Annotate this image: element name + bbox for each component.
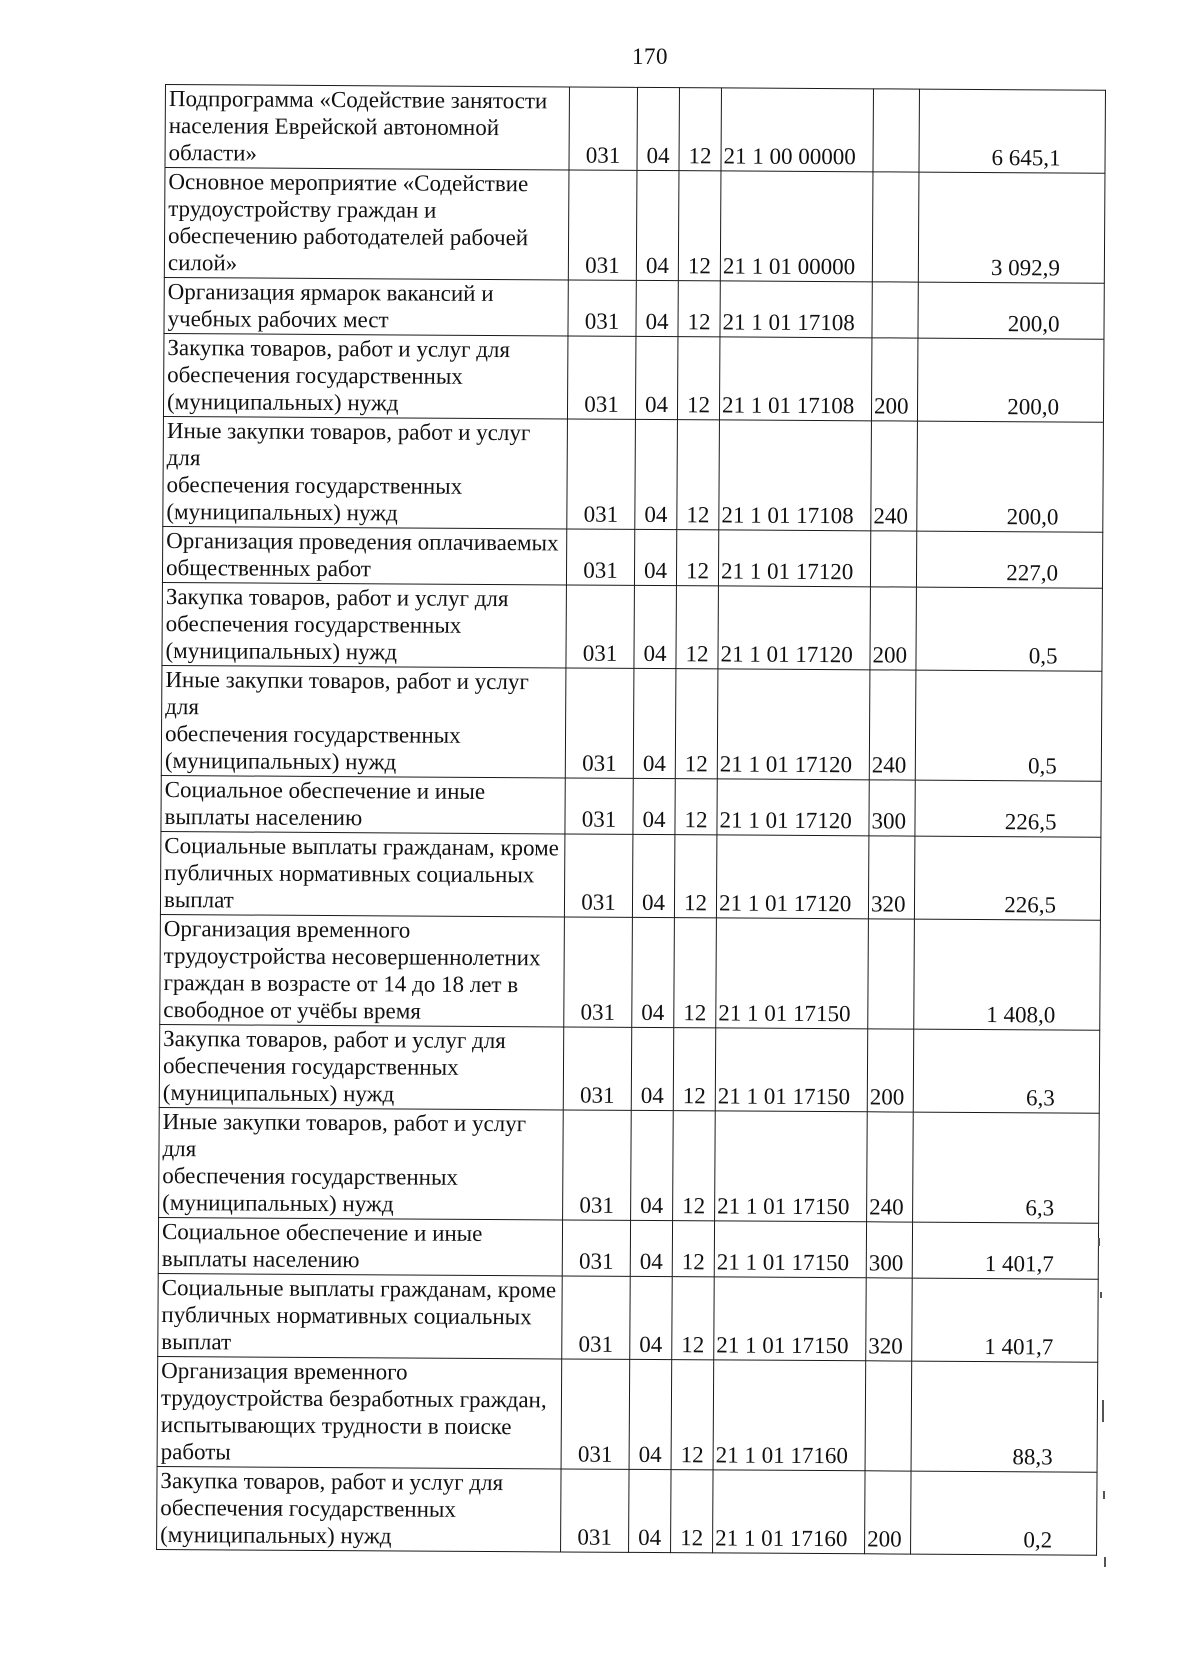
cell-section-code: 04	[629, 1469, 672, 1552]
cell-expense-type	[873, 89, 920, 172]
cell-name: Организация ярмарок вакансий и учебных рабочих мест	[164, 277, 568, 335]
cell-section-code: 04	[636, 280, 678, 336]
cell-section-code: 04	[632, 917, 675, 1027]
cell-amount: 226,5	[914, 836, 1101, 920]
cell-subsection-code: 12	[672, 1277, 715, 1360]
table-row	[160, 914, 1101, 1030]
cell-target-article: 21 1 01 00000	[720, 171, 873, 282]
table-row	[162, 526, 1102, 588]
table-body	[157, 85, 1106, 1556]
cell-target-article: 21 1 01 17108	[719, 420, 872, 531]
cell-admin-code: 031	[566, 529, 634, 585]
cell-amount: 1 401,7	[912, 1222, 1098, 1279]
cell-amount: 6 645,1	[919, 89, 1106, 173]
table-row	[162, 582, 1102, 671]
cell-subsection-code: 12	[671, 1360, 714, 1470]
cell-expense-type: 200	[865, 1471, 912, 1554]
cell-section-code: 04	[634, 585, 677, 668]
cell-name: Организация временного трудоустройства несовершеннолетних граждан в возрасте от 14 до 18 лет в свободное от учёбы время	[160, 914, 565, 1026]
table-row	[161, 665, 1102, 781]
budget-table	[156, 84, 1106, 1556]
cell-target-article: 21 1 01 17160	[713, 1360, 866, 1471]
cell-admin-code: 031	[566, 585, 635, 668]
table-row	[157, 1356, 1098, 1472]
cell-expense-type: 200	[867, 1029, 914, 1112]
cell-target-article: 21 1 01 17108	[719, 337, 872, 421]
cell-expense-type	[872, 282, 918, 338]
table-row	[158, 1273, 1098, 1362]
cell-target-article: 21 1 01 17120	[717, 669, 870, 780]
cell-target-article: 21 1 01 17150	[716, 918, 869, 1029]
table-row	[157, 1466, 1097, 1555]
cell-target-article: 21 1 01 17108	[720, 281, 872, 338]
cell-section-code: 04	[636, 170, 679, 280]
cell-name: Социальное обеспечение и иные выплаты населению	[161, 775, 565, 833]
table-row	[163, 333, 1103, 422]
cell-name: Закупка товаров, работ и услуг для обеспечения государственных (муниципальных) нужд	[159, 1024, 563, 1109]
cell-amount: 0,5	[915, 670, 1102, 781]
cell-name: Подпрограмма «Содействие занятости населения Еврейской автономной области»	[165, 85, 569, 170]
cell-admin-code: 031	[565, 778, 633, 834]
cell-subsection-code: 12	[672, 1221, 714, 1277]
cell-admin-code: 031	[561, 1359, 630, 1469]
cell-subsection-code: 12	[678, 171, 721, 281]
cell-amount: 6,3	[913, 1112, 1100, 1223]
cell-amount: 200,0	[917, 338, 1104, 422]
cell-expense-type	[872, 172, 919, 282]
cell-amount: 0,2	[911, 1471, 1098, 1555]
cell-expense-type: 320	[868, 836, 915, 919]
table-row	[163, 416, 1104, 532]
cell-admin-code: 031	[562, 1220, 630, 1276]
cell-name: Организация проведения оплачиваемых общественных работ	[162, 526, 566, 584]
cell-name: Социальные выплаты гражданам, кроме публичных нормативных социальных выплат	[160, 831, 564, 916]
cell-name: Иные закупки товаров, работ и услуг для обеспечения государственных (муниципальных) нужд	[159, 1107, 564, 1219]
cell-amount: 0,5	[916, 587, 1103, 671]
scan-artifact	[1100, 1292, 1102, 1298]
cell-expense-type: 320	[866, 1278, 913, 1361]
cell-expense-type: 300	[869, 780, 915, 836]
scan-artifact	[1103, 1491, 1105, 1499]
cell-section-code: 04	[630, 1276, 673, 1359]
cell-target-article: 21 1 01 17120	[718, 530, 870, 587]
cell-expense-type	[870, 531, 916, 587]
table-row	[160, 831, 1100, 920]
scan-artifact	[1098, 1238, 1100, 1246]
cell-admin-code: 031	[568, 280, 636, 336]
cell-section-code: 04	[633, 778, 675, 834]
cell-section-code: 04	[634, 529, 676, 585]
cell-admin-code: 031	[564, 834, 633, 917]
cell-name: Социальное обеспечение и иные выплаты населению	[158, 1217, 562, 1275]
cell-target-article: 21 1 01 17160	[713, 1470, 866, 1554]
cell-section-code: 04	[633, 668, 676, 778]
cell-admin-code: 031	[563, 1110, 632, 1220]
cell-target-article: 21 1 01 17120	[718, 586, 871, 670]
cell-name: Закупка товаров, работ и услуг для обеспечения государственных (муниципальных) нужд	[157, 1466, 561, 1551]
table-row	[159, 1107, 1100, 1223]
cell-subsection-code: 12	[674, 918, 717, 1028]
cell-expense-type: 240	[869, 670, 916, 780]
cell-section-code: 04	[630, 1220, 672, 1276]
cell-admin-code: 031	[568, 170, 637, 280]
cell-amount: 3 092,9	[918, 172, 1105, 283]
cell-subsection-code: 12	[676, 530, 718, 586]
cell-target-article: 21 1 01 17150	[714, 1221, 866, 1278]
cell-admin-code: 031	[567, 336, 636, 419]
cell-amount: 1 408,0	[914, 919, 1101, 1030]
cell-target-article: 21 1 01 17150	[714, 1277, 867, 1361]
cell-expense-type: 240	[871, 421, 918, 531]
cell-target-article: 21 1 01 17150	[715, 1028, 868, 1112]
cell-target-article: 21 1 01 17150	[715, 1111, 868, 1222]
cell-name: Закупка товаров, работ и услуг для обеспечения государственных (муниципальных) нужд	[162, 582, 566, 667]
cell-expense-type: 240	[867, 1112, 914, 1222]
cell-section-code: 04	[631, 1027, 674, 1110]
page-number: 170	[632, 44, 668, 69]
cell-subsection-code: 12	[676, 586, 719, 669]
cell-name: Иные закупки товаров, работ и услуг для обеспечения государственных (муниципальных) нужд	[161, 665, 566, 777]
cell-admin-code: 031	[564, 917, 633, 1027]
cell-admin-code: 031	[562, 1276, 631, 1359]
cell-section-code: 04	[631, 1110, 674, 1220]
cell-target-article: 21 1 00 00000	[721, 88, 874, 172]
cell-expense-type	[868, 919, 915, 1029]
cell-expense-type: 200	[870, 587, 917, 670]
cell-section-code: 04	[632, 834, 675, 917]
cell-section-code: 04	[637, 87, 680, 170]
cell-amount: 1 401,7	[912, 1278, 1099, 1362]
cell-section-code: 04	[635, 419, 678, 529]
cell-amount: 200,0	[918, 282, 1104, 339]
cell-subsection-code: 12	[675, 779, 717, 835]
cell-admin-code: 031	[563, 1027, 632, 1110]
cell-subsection-code: 12	[673, 1028, 716, 1111]
table-row	[158, 1217, 1098, 1279]
cell-subsection-code: 12	[674, 835, 717, 918]
cell-amount: 88,3	[911, 1361, 1098, 1472]
cell-target-article: 21 1 01 17120	[716, 835, 869, 919]
cell-admin-code: 031	[569, 87, 638, 170]
cell-expense-type: 300	[866, 1222, 912, 1278]
cell-subsection-code: 12	[677, 420, 720, 530]
scan-artifact	[1102, 1400, 1104, 1422]
cell-name: Иные закупки товаров, работ и услуг для обеспечения государственных (муниципальных) нужд	[163, 416, 568, 528]
table-row	[165, 85, 1105, 174]
cell-amount: 6,3	[913, 1029, 1100, 1113]
table-row	[159, 1024, 1099, 1113]
cell-admin-code: 031	[567, 419, 636, 529]
cell-section-code: 04	[629, 1359, 672, 1469]
cell-amount: 200,0	[917, 421, 1104, 532]
cell-target-article: 21 1 01 17120	[717, 779, 869, 836]
scan-artifact	[1104, 1557, 1106, 1567]
cell-admin-code: 031	[561, 1469, 630, 1552]
cell-subsection-code: 12	[679, 88, 722, 171]
cell-section-code: 04	[635, 336, 678, 419]
cell-amount: 227,0	[916, 531, 1102, 588]
cell-expense-type	[865, 1361, 912, 1471]
cell-expense-type: 200	[871, 338, 918, 421]
cell-name: Закупка товаров, работ и услуг для обеспечения государственных (муниципальных) нужд	[163, 333, 567, 418]
cell-name: Основное мероприятие «Содействие трудоустройству граждан и обеспечению работодателей рабочей силой»	[164, 168, 569, 280]
cell-name: Организация временного трудоустройства безработных граждан, испытывающих трудности в поиске работы	[157, 1356, 562, 1468]
cell-subsection-code: 12	[678, 281, 720, 337]
cell-subsection-code: 12	[675, 669, 718, 779]
cell-subsection-code: 12	[673, 1111, 716, 1221]
cell-subsection-code: 12	[677, 337, 720, 420]
cell-amount: 226,5	[915, 780, 1101, 837]
cell-admin-code: 031	[565, 668, 634, 778]
cell-name: Социальные выплаты гражданам, кроме публичных нормативных социальных выплат	[158, 1273, 562, 1358]
table-row	[164, 277, 1104, 339]
table-row	[161, 775, 1101, 837]
table-row	[164, 168, 1105, 284]
cell-subsection-code: 12	[671, 1470, 714, 1553]
